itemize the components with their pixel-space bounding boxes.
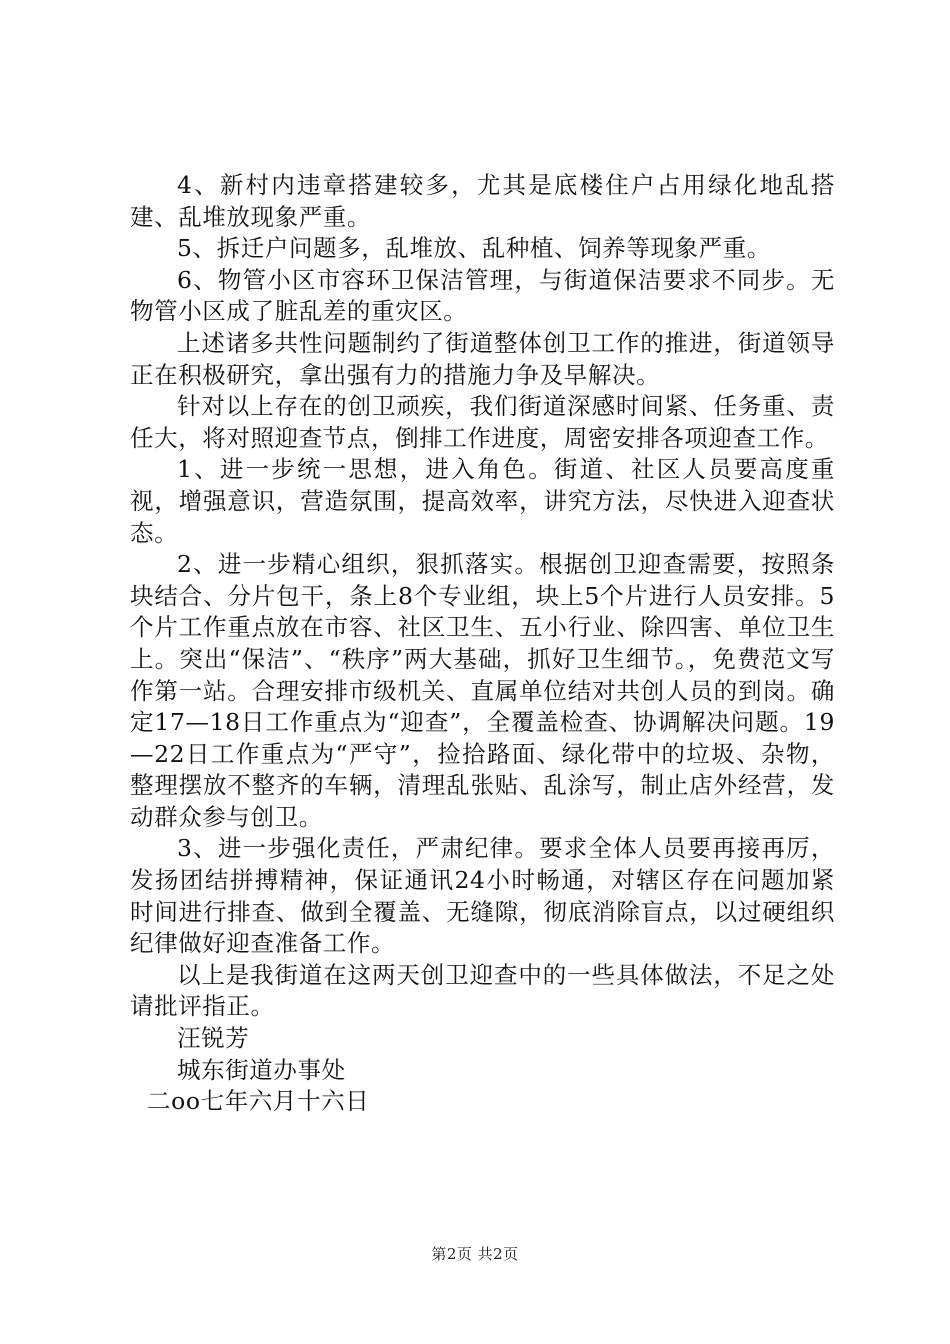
paragraph-closing: 以上是我街道在这两天创卫迎查中的一些具体做法，不足之处请批评指正。 (130, 960, 835, 1021)
signature-date: 二oo七年六月十六日 (147, 1087, 370, 1116)
page-number-footer: 第2页 共2页 (431, 1245, 519, 1263)
paragraph-measure-3: 3、进一步强化责任，严肃纪律。要求全体人员要再接再厉，发扬团结拼搏精神，保证通讯24小时畅通，对辖区存在问题加紧时间进行排查、做到全覆盖、无缝隙，彻底消除盲点，以过硬组织纪律做好迎查准备工作。 (130, 834, 835, 958)
paragraph-intro-measures: 针对以上存在的创卫顽疾，我们街道深感时间紧、任务重、责任大，将对照迎查节点，倒排工作进度，周密安排各项迎查工作。 (130, 392, 835, 452)
paragraph-item-4: 4、新村内违章搭建较多，尤其是底楼住户占用绿化地乱搭建、乱堆放现象严重。 (130, 171, 835, 231)
paragraph-summary: 上述诸多共性问题制约了街道整体创卫工作的推进，街道领导正在积极研究，拿出强有力的措施力争及早解决。 (130, 328, 835, 389)
signature-org: 城东街道办事处 (177, 1055, 346, 1084)
paragraph-item-5: 5、拆迁户问题多，乱堆放、乱种植、饲养等现象严重。 (177, 234, 771, 263)
signature-name: 汪锐芳 (177, 1024, 250, 1053)
paragraph-measure-1: 1、进一步统一思想，进入角色。街道、社区人员要高度重视，增强意识，营造氛围，提高效率，讲究方法，尽快进入迎查状态。 (130, 455, 835, 547)
paragraph-measure-2: 2、进一步精心组织，狠抓落实。根据创卫迎查需要，按照条块结合、分片包干，条上8个专业组，块上5个片进行人员安排。5个片工作重点放在市容、社区卫生、五小行业、除四害、单位卫生上。突出“保洁”、“秩序”两大基础，抓好卫生细节。，免费范文写作第一站。合理安排市级机关、直属单位结对共创人员的到岗。确定17—18日工作重点为“迎查”，全覆盖检查、协调解决问题。19—22日工作重点为“严守”，捡拾路面、绿化带中的垃圾、杂物，整理摆放不整齐的车辆，清理乱张贴、乱涂写，制止店外经营，发动群众参与创卫。 (130, 550, 835, 831)
paragraph-item-6: 6、物管小区市容环卫保洁管理，与街道保洁要求不同步。无物管小区成了脏乱差的重灾区。 (130, 265, 835, 326)
document-body (130, 170, 835, 1118)
